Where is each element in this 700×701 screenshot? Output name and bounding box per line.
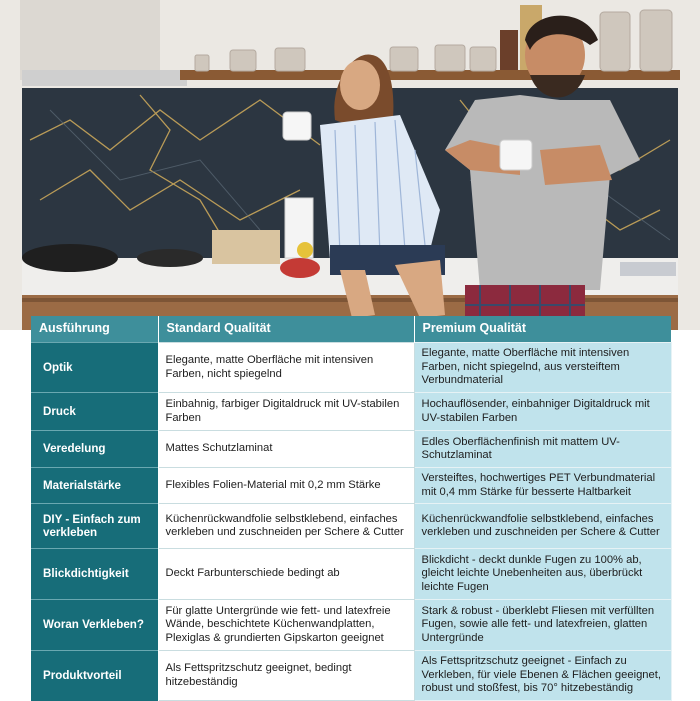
table-header-row	[31, 316, 671, 343]
premium-cell: Stark & robust - überklebt Fliesen mit verfüllten Fugen, sowie alle fett- und latexfreien, glatten Untergründe	[414, 600, 671, 651]
standard-cell: Für glatte Untergründe wie fett- und latexfreie Wände, beschichtete Küchenwandplatten, Plexiglas & grundierten Gipskarton geeignet	[158, 600, 414, 651]
table-row	[31, 393, 671, 431]
premium-cell: Hochauflösender, einbahniger Digitaldruck mit UV-stabilen Farben	[414, 393, 671, 431]
standard-cell: Küchenrückwandfolie selbstklebend, einfaches verkleben und zuschneiden per Schere & Cutter	[158, 504, 414, 549]
towel	[620, 262, 676, 276]
premium-cell: Blickdicht - deckt dunkle Fugen zu 100% ab, gleicht leichte Unebenheiten aus, überbrückt leichte Fugen	[414, 549, 671, 600]
header-ausfuehrung: Ausführung	[31, 316, 158, 343]
standard-cell: Flexibles Folien-Material mit 0,2 mm Stärke	[158, 468, 414, 504]
row-label: Druck	[31, 393, 158, 431]
row-label: Materialstärke	[31, 468, 158, 504]
table-row	[31, 468, 671, 504]
egg-carton	[212, 230, 280, 264]
row-label: Woran Verkleben?	[31, 600, 158, 651]
premium-cell: Edles Oberflächenfinish mit mattem UV-Schutzlaminat	[414, 431, 671, 468]
premium-cell: Küchenrückwandfolie selbstklebend, einfaches verkleben und zuschneiden per Schere & Cutter	[414, 504, 671, 549]
table-row	[31, 504, 671, 549]
standard-cell: Mattes Schutzlaminat	[158, 431, 414, 468]
fruit	[280, 258, 320, 278]
table-row	[31, 600, 671, 651]
comparison-table	[31, 316, 672, 701]
comparison-table-wrapper	[31, 316, 671, 701]
mug	[283, 112, 311, 140]
table-row	[31, 431, 671, 468]
bottle	[500, 30, 518, 70]
table-row	[31, 651, 671, 701]
kitchen-scene-illustration	[0, 0, 700, 330]
standard-cell: Deckt Farbunterschiede bedingt ab	[158, 549, 414, 600]
header-standard: Standard Qualität	[158, 316, 414, 343]
mug-2	[500, 140, 532, 170]
row-label: Blickdichtigkeit	[31, 549, 158, 600]
header-premium: Premium Qualität	[414, 316, 671, 343]
standard-cell: Als Fettspritzschutz geeignet, bedingt hitzebeständig	[158, 651, 414, 701]
standard-cell: Elegante, matte Oberfläche mit intensiven Farben, nicht spiegelnd	[158, 343, 414, 393]
pan-2	[137, 249, 203, 267]
premium-cell: Elegante, matte Oberfläche mit intensiven Farben, nicht spiegelnd, aus versteiftem Verbundmaterial	[414, 343, 671, 393]
premium-cell: Versteiftes, hochwertiges PET Verbundmaterial mit 0,4 mm Stärke für besserte Haltbarkeit	[414, 468, 671, 504]
table-row	[31, 549, 671, 600]
row-label: Veredelung	[31, 431, 158, 468]
standard-cell: Einbahnig, farbiger Digitaldruck mit UV-stabilen Farben	[158, 393, 414, 431]
kitchen-photo	[0, 0, 700, 330]
row-label: Produktvorteil	[31, 651, 158, 701]
table-row	[31, 343, 671, 393]
row-label: DIY - Einfach zum verkleben	[31, 504, 158, 549]
extractor-hood	[22, 70, 187, 86]
premium-cell: Als Fettspritzschutz geeignet - Einfach zu Verkleben, für viele Ebenen & Flächen geeignet, robust und stoßfest, bis 70° hitzebeständig	[414, 651, 671, 701]
row-label: Optik	[31, 343, 158, 393]
pan	[22, 244, 118, 272]
